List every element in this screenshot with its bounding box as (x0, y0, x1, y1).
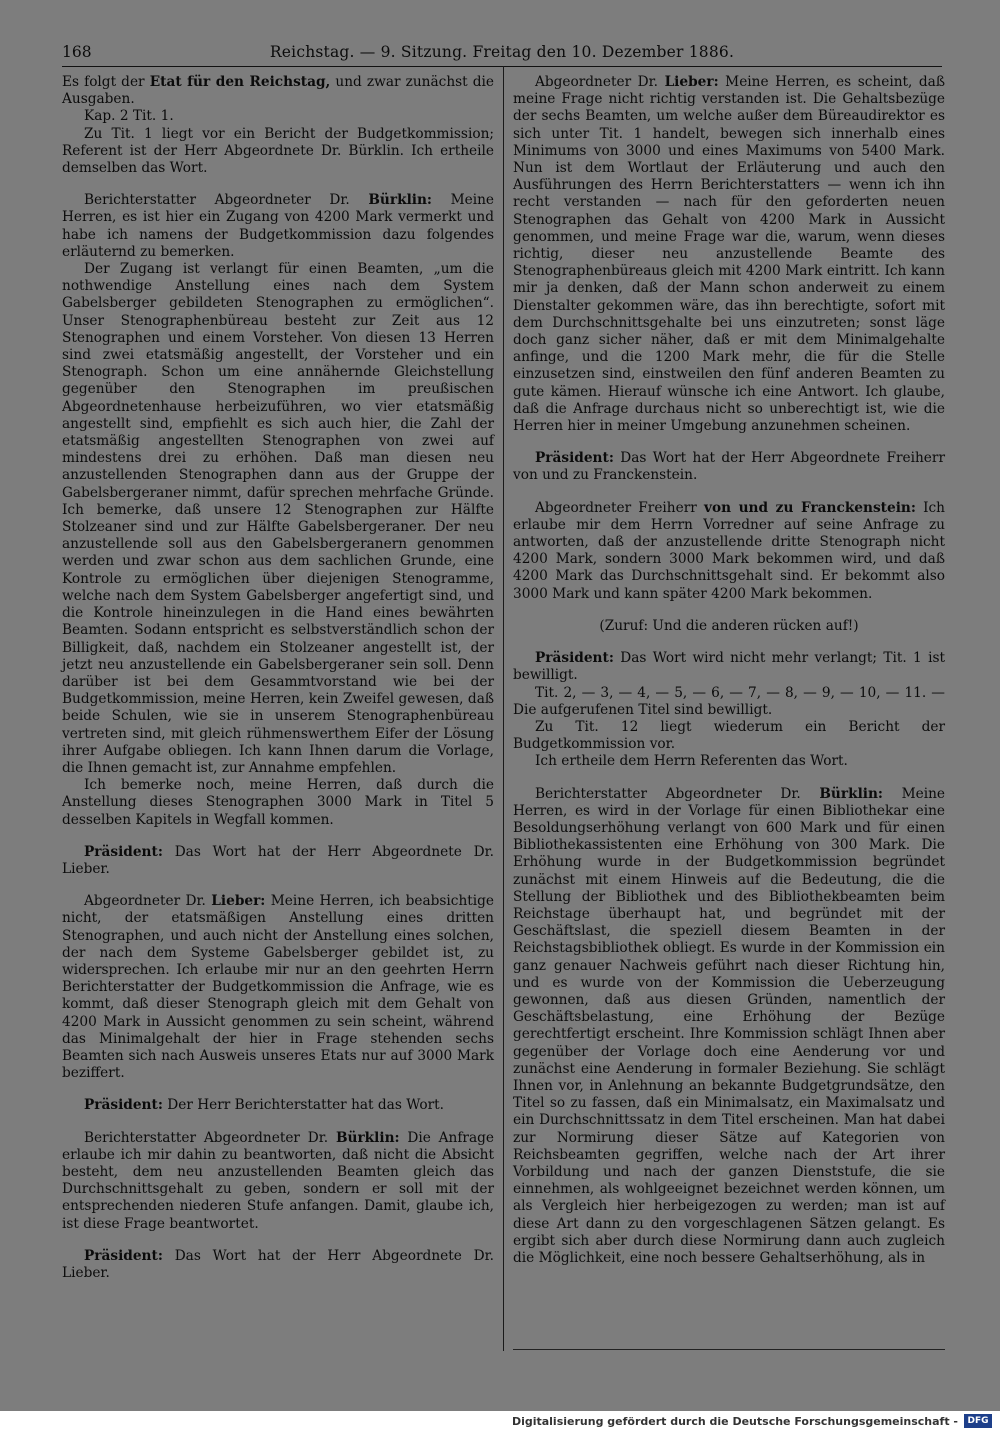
paragraph (513, 685, 945, 719)
funding-note: Digitalisierung gefördert durch die Deutsche Forschungsgemeinschaft - (511, 1415, 958, 1428)
speaker-name: Präsident: (84, 843, 163, 860)
paragraph (62, 893, 494, 1082)
page-header (62, 40, 942, 67)
paragraph-text: Kap. 2 Tit. 1. (84, 108, 174, 125)
paragraph-text: Meine Herren, ich beabsichtige nicht, der etatsmäßigen Anstellung eines dritten Stenographen, und auch nicht der Anstellung eines solchen, der nach dem Systeme Gabelsberger gebildet ist, zu widersprechen. Ich erlaube mir nur an den geehrten Herrn Berichterstatter der Budgetkommission die Anfrage, wie es kommt, daß dieser Stenograph gleich mit dem Gehalt von 4200 Mark in Aussicht genommen zu sein scheint, während das Minimalgehalt der hier in Frage stehenden sechs Beamten sich nach Ausweis unseres Etats nur auf 3000 Mark beziffert. (62, 893, 495, 1082)
speaker-name: Bürklin: (368, 192, 432, 209)
paragraph-text: Meine Herren, es wird in der Vorlage für einen Bibliothekar eine Besoldungserhöhung verlangt von 600 Mark und für einen Bibliothekassistenten eine Erhöhung von 300 Mark. Die Erhöhung wurde in der Budgetkommission begründet zunächst mit einem Hinweis auf die Bedeutung, die die Stellung der Bibliothek und des Bibliothekbeamten beim Reichstage überhaupt hat, und begründet mit der Geschäftslast, die speziell diesem Beamten in der Reichstagsbibliothek obliegt. Es wurde in der Kommission ein ganz genauer Nachweis geführt nach dieser Richtung hin, und es wurde von der Kommission die Ueberzeugung gewonnen, daß aus diesen Gründen, namentlich der Geschäftsbelastung, eine Erhöhung der Bezüge gerechtfertigt erscheint. Ihre Kommission schlägt Ihnen aber gegenüber der Vorlage doch eine Aenderung vor und zunächst eine Aenderung in formaler Beziehung. Sie schlägt Ihnen vor, in Anlehnung an bekannte Budgetgrundsätze, den Titel so zu fassen, daß ein Minimalsatz, ein Maximalsatz und ein Durchschnittssatz in dem Titel erscheinen. Man hat dabei zur Normirung dieser Sätze auf Kategorien von Reichsbeamten gegriffen, welche nach der Art ihrer Vorbildung und nach der ganzen Dienststufe, die sie einnehmen, als wohlgeeignet bezeichnet werden können, um als Vergleich hier herbeigezogen zu werden; man ist auf diese Art dann zu den vorgeschlagenen Sätzen gelangt. Es ergibt sich aber durch diese Normirung dann auch zugleich die Möglichkeit, eine noch bessere Gehaltserhöhung, als in (513, 785, 946, 1266)
footer-rule (513, 1349, 945, 1350)
paragraph-text: (Zuruf: Und die anderen rücken auf!) (599, 617, 859, 634)
speaker-name: Präsident: (535, 650, 614, 667)
dfg-logo: DFG (964, 1414, 992, 1428)
paragraph-text: Der Herr Berichterstatter hat das Wort. (162, 1097, 444, 1114)
paragraph-text: Der Zugang ist verlangt für einen Beamten, „um die nothwendige Anstellung eines nach dem System Gabelsberger gebildeten Stenographen zu ermöglichen“. Unser Stenographenbüreau besteht zur Zeit aus 12 Stenographen und einem Vorsteher. Von diesen 13 Herren sind zwei etatsmäßig angestellt, der Vorsteher und ein Stenograph. Schon um eine annähernde Gleichstellung gegenüber den Stenographen im preußischen Abgeordnetenhause herbeizuführen, wo vier etatsmäßig angestellt sind, empfiehlt es sich auch hier, die Zahl der etatsmäßig angestellten Stenographen von zwei auf mindestens drei zu erhöhen. Daß man diesen neu anzustellenden Stenographen dann aus der Gruppe der Gabelsbergeraner nimmt, dafür sprechen mehrfache Gründe. Ich bemerke, daß unsere 12 Stenographen zur Hälfte Stolzeaner sind und zur Hälfte Gabelsbergeraner. Der neu anzustellende soll aus den Gabelsbergeranern genommen werden und zwar schon aus dem sachlichen Grunde, eine Kontrole zu ermöglichen über diejenigen Stenogramme, welche nach dem System Gabelsberger angefertigt sind, und die Kontrole hineinzulegen in die Hand eines bewährten Beamten. Sodann entspricht es selbstverständlich schon der Billigkeit, daß, nachdem ein Stolzeaner angestellt ist, der jetzt neu anzustellende ein Gabelsbergeraner sein soll. Denn darüber ist bei dem Gesammtvorstand wie bei der Budgetkommission, meine Herren, kein Zweifel gewesen, daß beide Schulen, wie sie in unserem Stenographenbüreau vertreten sind, mit gleich rühmenswerthem Eifer der Lösung ihrer Aufgabe obliegen. Ich kann Ihnen darum die Vorlage, die Ihnen gemacht ist, zur Annahme empfehlen. (62, 261, 494, 776)
paragraph (62, 1097, 494, 1114)
paragraph-text: Die Anfrage erlaube ich mir dahin zu beantworten, daß nicht die Absicht besteht, dem neu anzustellenden Beamten gleich das Durchschnittsgehalt zu geben, sondern er soll mit der entsprechenden niederen Stufe anfangen. Damit, glaube ich, ist diese Frage beantwortet. (62, 1129, 494, 1232)
paragraph (62, 261, 494, 777)
running-title: Reichstag. — 9. Sitzung. Freitag den 10. Dezember 1886. (269, 43, 735, 61)
paragraph (62, 126, 494, 178)
paragraph-text: Berichterstatter Abgeordneter Dr. (535, 785, 820, 802)
paragraph-text: Tit. 2, — 3, — 4, — 5, — 6, — 7, — 8, — 9, — 10, — 11. — Die aufgerufenen Titel sind bewilligt. (513, 684, 945, 718)
paragraph (62, 74, 494, 108)
paragraph-text: Meine Herren, es scheint, daß meine Frage nicht richtig verstanden ist. Die Gehaltsbezüge der sechs Beamten, um welche außer dem Büreaudirektor es sich unter Tit. 1 handelt, bewegen sich innerhalb eines Minimums von 3000 und eines Maximums von 5400 Mark. Nun ist dem Wortlaut der Erläuterung und auch den Ausführungen des Herrn Berichterstatters — wenn ich ihn recht verstanden — nach für den geforderten neuen Stenographen das Gehalt von 4200 Mark in Aussicht genommen, und meine Frage war die, warum, wenn dieses richtig, dieser neu anzustellende Beamte des Stenographenbüreaus gleich mit 4200 Mark eintritt. Ich kann mir ja denken, daß der Mann schon anderweit zu einem Dienstalter gekommen wäre, das ihn berechtigte, sofort mit dem Durchschnittsgehalte bei uns einzutreten; sonst läge doch ganz sicher näher, daß er mit dem Minimalgehalte anfinge, und die 1200 Mark mehr, die für die Stelle einzusetzen sind, einstweilen den fünf anderen Beamten zu gute kämen. Hierauf wünsche ich eine Antwort. Ich glaube, daß die Anfrage durchaus nicht so unberechtigt ist, wie die Herren hier in meiner Umgebung anzunehmen scheinen. (513, 74, 945, 435)
paragraph-text: Meine Herren, es ist hier ein Zugang von 4200 Mark vermerkt und habe ich namens der Budgetkommission dazu folgendes erläuternd zu bemerken. (62, 192, 495, 260)
paragraph-text: Ich ertheile dem Herrn Referenten das Wort. (535, 753, 848, 770)
paragraph (513, 74, 945, 435)
paragraph (62, 1130, 494, 1233)
paragraph-text: Das Wort hat der Herr Abgeordnete Dr. Lieber. (62, 1247, 494, 1281)
paragraph-text: Abgeordneter Dr. (84, 893, 212, 910)
speaker-name: von und zu Franckenstein: (703, 499, 916, 516)
page-number: 168 (62, 43, 92, 61)
paragraph (62, 777, 494, 829)
paragraph-text: Berichterstatter Abgeordneter Dr. (84, 192, 369, 209)
left-column (62, 74, 494, 1339)
paragraph (513, 650, 945, 684)
paragraph (513, 786, 945, 1268)
paragraph-text: Ich bemerke noch, meine Herren, daß durch die Anstellung dieses Stenographen 3000 Mark in Titel 5 desselben Kapitels in Wegfall kommen. (62, 777, 494, 828)
paragraph-text: Das Wort hat der Herr Abgeordnete Dr. Lieber. (62, 843, 494, 877)
paragraph-text: Berichterstatter Abgeordneter Dr. (84, 1129, 336, 1146)
paragraph-text: Das Wort hat der Herr Abgeordnete Freiherr von und zu Franckenstein. (513, 450, 945, 484)
right-column (513, 74, 945, 1339)
speaker-name: Lieber: (211, 893, 266, 910)
paragraph-text: Abgeordneter Dr. (535, 74, 665, 90)
paragraph (62, 192, 494, 261)
paragraph-text: Es folgt der (62, 74, 150, 90)
paragraph (513, 500, 945, 603)
paragraph (513, 753, 945, 770)
digitization-footer (0, 1411, 1000, 1432)
paragraph (62, 1248, 494, 1282)
paragraph (513, 618, 945, 635)
speaker-name: Lieber: (664, 74, 719, 90)
speaker-name: Präsident: (84, 1247, 163, 1264)
paragraph-text: Abgeordneter Freiherr (535, 499, 704, 516)
paragraph-text: Zu Tit. 1 liegt vor ein Bericht der Budgetkommission; Referent ist der Herr Abgeordnete Dr. Bürklin. Ich ertheile demselben das Wort. (62, 125, 494, 177)
speaker-name: Etat für den Reichstag, (149, 74, 331, 90)
paragraph (62, 108, 494, 125)
speaker-name: Bürklin: (819, 785, 883, 802)
paragraph-text: Ich erlaube mir dem Herrn Vorredner auf seine Anfrage zu antworten, daß der anzustellende dritte Stenograph nicht 4200 Mark, sondern 3000 Mark bekommen wird, und daß 4200 Mark das Durchschnittsgehalt sind. Er bekommt also 3000 Mark und kann später 4200 Mark bekommen. (513, 499, 945, 602)
paragraph-text: Das Wort wird nicht mehr verlangt; Tit. 1 ist bewilligt. (513, 650, 945, 684)
column-divider (503, 66, 504, 1351)
paragraph-text: Zu Tit. 12 liegt wiederum ein Bericht der Budgetkommission vor. (513, 718, 945, 753)
paragraph (62, 844, 494, 878)
speaker-name: Präsident: (535, 450, 614, 467)
speaker-name: Präsident: (84, 1097, 163, 1114)
paragraph (513, 719, 945, 753)
paragraph (513, 450, 945, 484)
speaker-name: Bürklin: (335, 1129, 400, 1146)
paragraph-text: und zwar zunächst die Ausgaben. (62, 74, 495, 108)
